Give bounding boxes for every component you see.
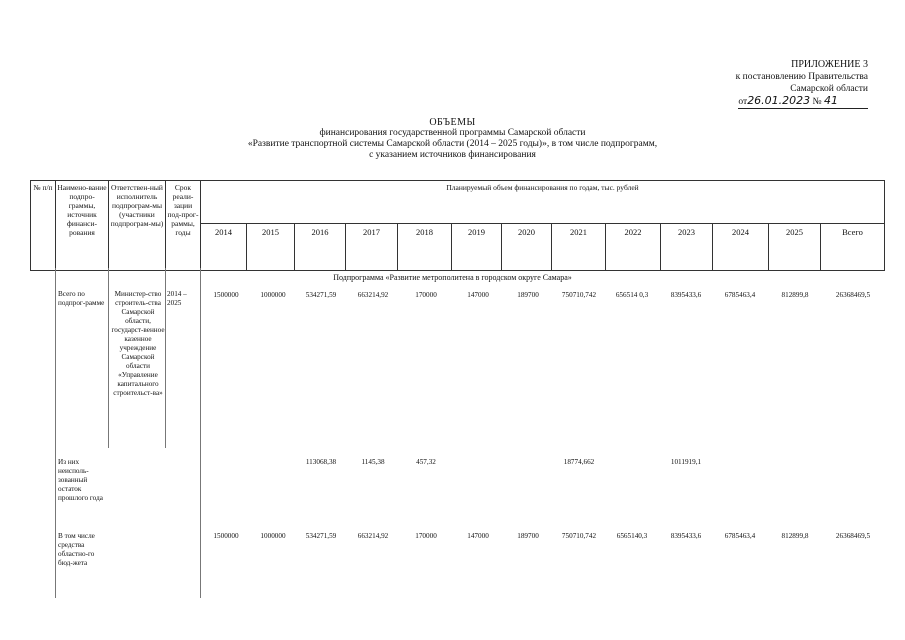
cell-value: 6785463,4 bbox=[724, 291, 756, 299]
year-2019: 2019 bbox=[452, 223, 502, 270]
subprogram-title: Подпрограмма «Развитие метрополитена в городском округе Самара» bbox=[333, 273, 572, 282]
cell-value: 189700 bbox=[517, 532, 539, 540]
cell-value: 656514 0,3 bbox=[615, 291, 649, 299]
title-line3: «Развитие транспортной системы Самарской области (2014 – 2025 годы)», в том числе подпрограмм, bbox=[247, 139, 658, 149]
column-divider bbox=[200, 268, 201, 598]
row-period: 2014 – 2025 bbox=[167, 290, 187, 307]
header-period: Срок реали-зации под-прог-раммы, годы bbox=[166, 181, 201, 271]
row-executor: Министер-ство строитель-ства Самарской области, государст-венное казенное учреждение Самарской области «Управление капитального строительст-ва» bbox=[111, 290, 165, 397]
year-2017: 2017 bbox=[346, 223, 398, 270]
header-planned: Планируемый объем финансирования по годам, тыс. рублей bbox=[201, 181, 885, 224]
year-2021: 2021 bbox=[552, 223, 606, 270]
year-total: Всего bbox=[821, 223, 885, 270]
header-num: № п/п bbox=[31, 181, 56, 271]
year-2016: 2016 bbox=[295, 223, 346, 270]
cell-value: 663214,92 bbox=[357, 532, 389, 540]
appendix-number: 41 bbox=[824, 94, 838, 107]
title-line4: с указанием источников финансирования bbox=[369, 150, 536, 160]
financing-table-header bbox=[30, 180, 885, 271]
cell-value: 147000 bbox=[467, 291, 489, 299]
appendix-line3: Самарской области bbox=[790, 84, 868, 94]
appendix-title: ПРИЛОЖЕНИЕ 3 bbox=[791, 59, 868, 70]
appendix-block bbox=[648, 59, 868, 109]
year-2020: 2020 bbox=[502, 223, 552, 270]
appendix-date-prefix: от bbox=[738, 97, 748, 107]
cell-value: 1500000 bbox=[213, 291, 239, 299]
document-title bbox=[0, 117, 905, 161]
cell-value: 1000000 bbox=[260, 291, 286, 299]
year-2025: 2025 bbox=[769, 223, 821, 270]
title-line1: ОБЪЕМЫ bbox=[429, 117, 476, 128]
cell-value: 1000000 bbox=[260, 532, 286, 540]
cell-value: 147000 bbox=[467, 532, 489, 540]
cell-value: 1011919,1 bbox=[670, 458, 702, 466]
appendix-date: 26.01.2023 bbox=[747, 94, 811, 107]
cell-value: 170000 bbox=[415, 291, 437, 299]
cell-value: 534271,59 bbox=[305, 291, 337, 299]
row-label: В том числе средства областно-го бюд-жета bbox=[58, 532, 95, 567]
cell-value: 663214,92 bbox=[357, 291, 389, 299]
cell-value: 18774,662 bbox=[563, 458, 595, 466]
year-2015: 2015 bbox=[247, 223, 295, 270]
row-label: Из них неисполь-зованный остаток прошлого года bbox=[58, 458, 103, 502]
cell-value-total: 26368469,5 bbox=[835, 291, 871, 299]
year-2023: 2023 bbox=[661, 223, 713, 270]
cell-value: 6785463,4 bbox=[724, 532, 756, 540]
year-2014: 2014 bbox=[201, 223, 247, 270]
appendix-date-line bbox=[738, 95, 868, 109]
cell-value: 812899,8 bbox=[781, 291, 809, 299]
cell-value: 812899,8 bbox=[781, 532, 809, 540]
header-name: Наимено-вание подпро-граммы, источник финанси-рования bbox=[56, 181, 109, 271]
cell-value-total: 26368469,5 bbox=[835, 532, 871, 540]
year-2024: 2024 bbox=[713, 223, 769, 270]
cell-value: 6565140,3 bbox=[616, 532, 648, 540]
cell-value: 8395433,6 bbox=[670, 291, 702, 299]
year-2018: 2018 bbox=[398, 223, 452, 270]
appendix-no-label: № bbox=[812, 97, 822, 107]
cell-value: 1145,38 bbox=[361, 458, 385, 466]
header-executor: Ответствен-ный исполнитель подпрограм-мы (участники подпрограм-мы) bbox=[109, 181, 166, 271]
cell-value: 170000 bbox=[415, 532, 437, 540]
column-divider bbox=[55, 268, 56, 598]
year-2022: 2022 bbox=[606, 223, 661, 270]
cell-value: 113068,38 bbox=[305, 458, 337, 466]
column-divider bbox=[108, 268, 109, 448]
cell-value: 457,32 bbox=[416, 458, 436, 466]
cell-value: 750710,742 bbox=[561, 532, 597, 540]
cell-value: 1500000 bbox=[213, 532, 239, 540]
cell-value: 750710,742 bbox=[561, 291, 597, 299]
cell-value: 189700 bbox=[517, 291, 539, 299]
cell-value: 8395433,6 bbox=[670, 532, 702, 540]
title-line2: финансирования государственной программы Самарской области bbox=[319, 128, 586, 138]
row-label: Всего по подпрог-рамме bbox=[58, 290, 105, 307]
appendix-line2: к постановлению Правительства bbox=[735, 72, 868, 82]
cell-value: 534271,59 bbox=[305, 532, 337, 540]
